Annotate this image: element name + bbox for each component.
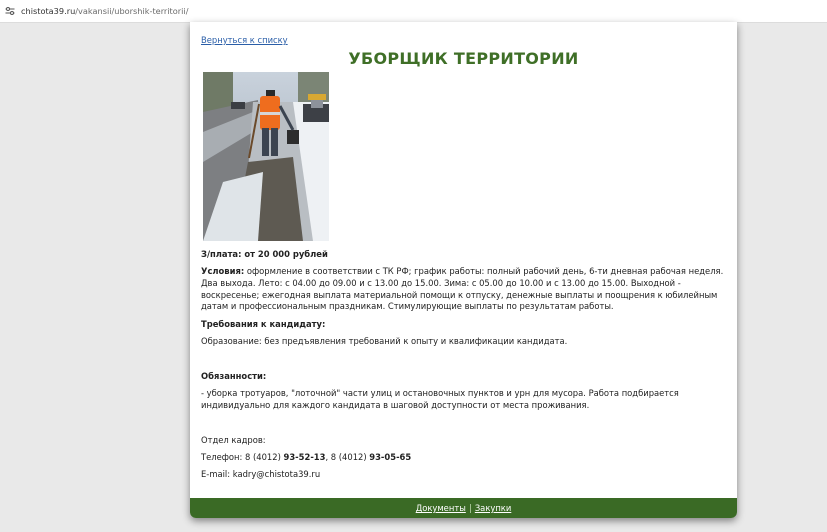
email-address: kadry@chistota39.ru (232, 469, 321, 479)
duties-heading: Обязанности: (201, 371, 267, 381)
footer-divider (470, 504, 471, 513)
back-to-list-link[interactable]: Вернуться к списку (201, 35, 288, 45)
education-text: Образование: без предъявления требований к опыту и квалификации кандидата. (201, 336, 568, 346)
phone-line: Телефон: 8 (4012) 93-52-13, 8 (4012) 93-05-65 (201, 452, 412, 462)
phone-2: 93-05-65 (369, 452, 412, 462)
address-bar[interactable] (0, 0, 827, 23)
hr-department: Отдел кадров: (201, 435, 266, 445)
requirements-heading: Требования к кандидату: (201, 319, 326, 329)
url-text[interactable] (21, 6, 188, 16)
email-line: E-mail: kadry@chistota39.ru (201, 469, 321, 479)
vacancy-photo (203, 72, 329, 241)
phone-1: 93-52-13 (283, 452, 326, 462)
conditions-label: Условия: (201, 266, 245, 276)
conditions-text: оформление в соответствии с ТК РФ; график работы: полный рабочий день, 6-ти дневная рабочая неделя. Два выхода. Лето: с 04.00 до 09.00 и с 13.00 до 15.00. Зима: с 05.00 до 10.00 и с 13.00 до 15.00. Выходной - воскресенье; ежегодная выплата материальной помощи к отпуску, денежные выплаты и поощрения к юбилейным датам и профессиональным праздникам. Стимулирующие выплаты по результатам работы. (201, 266, 724, 312)
street-cleaner-image (203, 72, 329, 241)
page-title: УБОРЩИК ТЕРРИТОРИИ (348, 49, 579, 68)
url-host: chistota39.ru (21, 6, 76, 16)
footer-link-documents[interactable]: Документы (415, 503, 466, 513)
site-settings-icon[interactable] (5, 6, 15, 16)
salary: З/плата: от 20 000 рублей (201, 249, 328, 259)
footer (190, 498, 737, 518)
conditions (201, 266, 727, 313)
duties-text: - уборка тротуаров, "лоточной" части улиц и остановочных пунктов и урн для мусора. Работа подбирается индивидуально для каждого кандидата в шаговой доступности от места проживания. (201, 388, 679, 410)
vacancy-page (190, 22, 737, 518)
footer-link-procurement[interactable]: Закупки (474, 503, 512, 513)
url-path: /vakansii/uborshik-territorii/ (75, 6, 189, 16)
